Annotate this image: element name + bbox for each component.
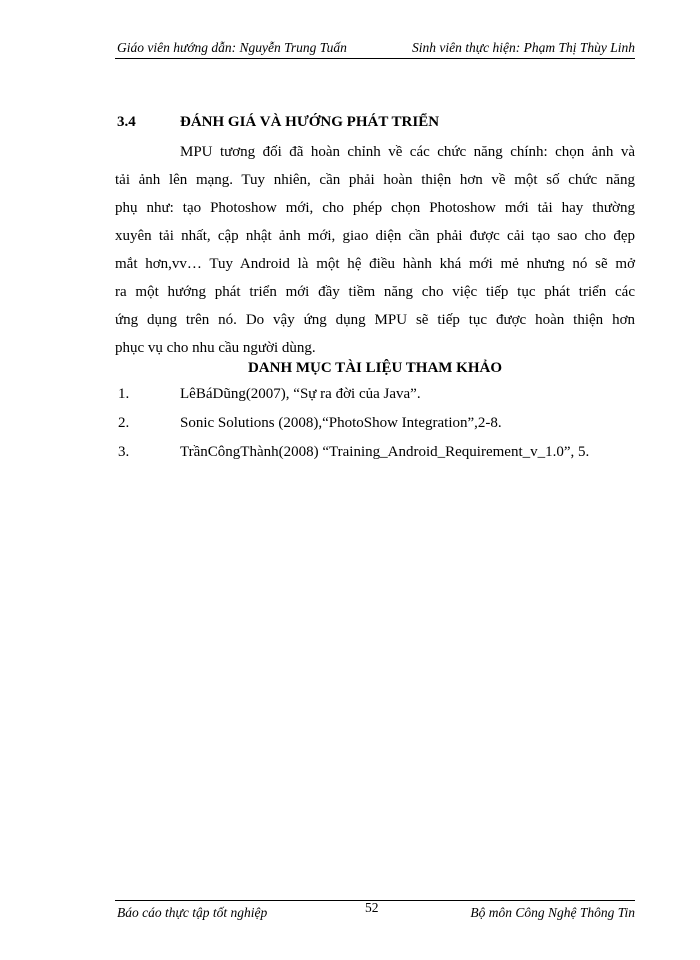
section-title: ĐÁNH GIÁ VÀ HƯỚNG PHÁT TRIỂN (180, 114, 440, 130)
reference-text: TrầnCôngThành(2008) “Training_Android_Requirement_v_1.0”, 5. (180, 444, 590, 460)
reference-text: LêBáDũng(2007), “Sự ra đời của Java”. (180, 386, 421, 402)
paragraph-line: ra một hướng phát triển mới đầy tiềm năng cho việc tiếp tục phát triển các (115, 284, 635, 300)
reference-item (115, 386, 635, 415)
page-footer (115, 900, 635, 921)
reference-text: Sonic Solutions (2008),“PhotoShow Integration”,2-8. (180, 415, 502, 431)
header-student: Sinh viên thực hiện: Phạm Thị Thùy Linh (412, 40, 635, 55)
page-number: 52 (365, 900, 379, 915)
paragraph-line: MPU tương đối đã hoàn chỉnh về các chức năng chính: chọn ảnh và (180, 144, 635, 160)
section-number: 3.4 (117, 114, 136, 130)
reference-number: 1. (118, 386, 130, 402)
page-header (115, 38, 635, 59)
paragraph-line: xuyên tải nhất, cập nhật ảnh mới, giao diện cần phải được cải tạo sao cho đẹp (115, 228, 635, 244)
paragraph-line: phụ như: tạo Photoshow mới, cho phép chọn Photoshow mới tải hay thường (115, 200, 635, 216)
reference-item (115, 444, 635, 473)
paragraph-line: phục vụ cho nhu cầu người dùng. (115, 340, 316, 356)
footer-report-title: Báo cáo thực tập tốt nghiệp (117, 905, 268, 920)
body-paragraph (115, 138, 635, 362)
paragraph-line: ứng dụng trên nó. Do vậy ứng dụng MPU sẽ tiếp tục được hoàn thiện hơn (115, 312, 635, 328)
paragraph-line: tải ảnh lên mạng. Tuy nhiên, cần phải hoàn thiện hơn về một số chức năng (115, 172, 635, 188)
reference-item (115, 415, 635, 444)
header-advisor: Giáo viên hướng dẫn: Nguyễn Trung Tuấn (117, 40, 347, 55)
footer-department: Bộ môn Công Nghệ Thông Tin (470, 905, 635, 920)
references-title: DANH MỤC TÀI LIỆU THAM KHẢO (247, 360, 503, 376)
references-list (115, 386, 635, 473)
reference-number: 2. (118, 415, 130, 431)
reference-number: 3. (118, 444, 130, 460)
paragraph-line: mắt hơn,vv… Tuy Android là một hệ điều hành khá mới mẻ nhưng nó sẽ mở (115, 256, 635, 272)
